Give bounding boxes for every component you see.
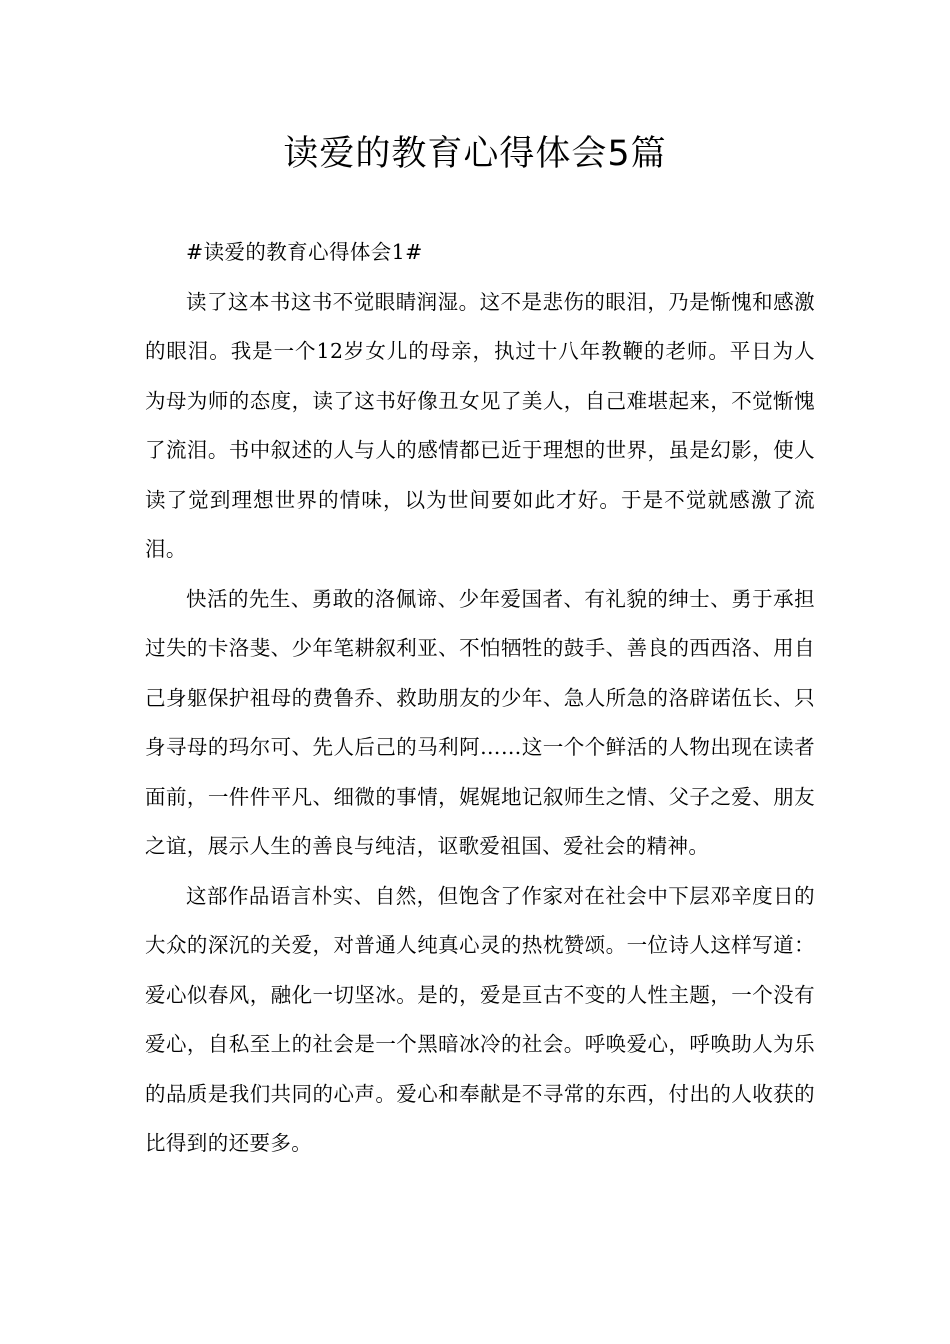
section-heading: #读爱的教育心得体会1# <box>186 240 423 264</box>
paragraph-2: 快活的先生、勇敢的洛佩谛、少年爱国者、有礼貌的绅士、勇于承担过失的卡洛斐、少年笔耕叙利亚、不怕牺牲的鼓手、善良的西西洛、用自己身躯保护祖母的费鲁乔、救助朋友的少年、急人所急的洛辟诺伍长、只身寻母的玛尔可、先人后己的马利阿……这一个个鲜活的人物出现在读者面前，一件件平凡、细微的事情，娓娓地记叙师生之情、父子之爱、朋友之谊，展示人生的善良与纯洁，讴歌爱祖国、爱社会的精神。 <box>145 586 815 858</box>
paragraph-1: 读了这本书这书不觉眼睛润湿。这不是悲伤的眼泪，乃是惭愧和感激的眼泪。我是一个12岁女儿的母亲，执过十八年教鞭的老师。平日为人为母为师的态度，读了这书好像丑女见了美人，自己难堪起来，不觉惭愧了流泪。书中叙述的人与人的感情都已近于理想的世界，虽是幻影，使人读了觉到理想世界的情味，以为世间要如此才好。于是不觉就感激了流泪。 <box>145 289 815 561</box>
document-title: 读爱的教育心得体会5篇 <box>283 134 667 174</box>
paragraph-3: 这部作品语言朴实、自然，但饱含了作家对在社会中下层邓辛度日的大众的深沉的关爱，对普通人纯真心灵的热枕赞颂。一位诗人这样写道：爱心似春风，融化一切坚冰。是的，爱是亘古不变的人性主题，一个没有爱心，自私至上的社会是一个黑暗冰冷的社会。呼唤爱心，呼唤助人为乐的品质是我们共同的心声。爱心和奉献是不寻常的东西，付出的人收获的比得到的还要多。 <box>145 883 815 1155</box>
document-body <box>145 228 815 1169</box>
